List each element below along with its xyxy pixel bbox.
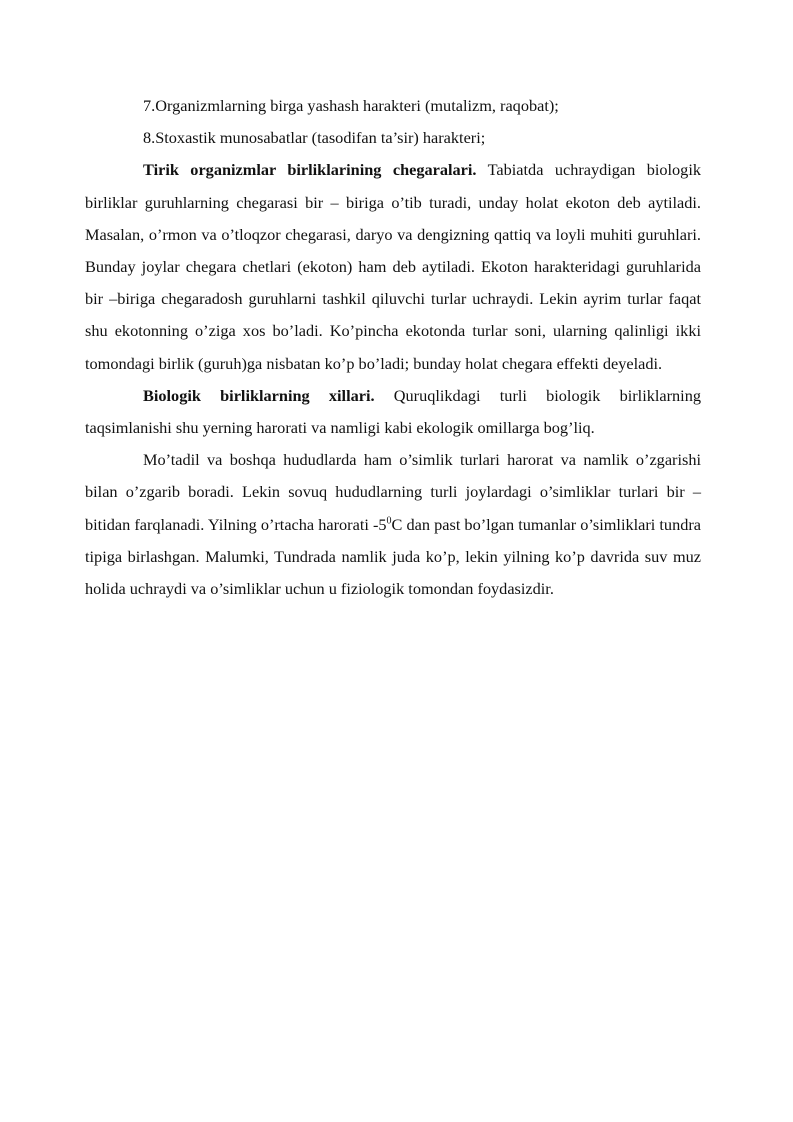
document-page: [85, 90, 701, 605]
paragraph-tundra: [85, 444, 701, 605]
list-item: 7.Organizmlarning birga yashash harakteri (mutalizm, raqobat);: [143, 96, 559, 115]
paragraph-text: C dan past bo’lgan tumanlar o’simliklari tundra tipiga birlashgan. Malumki, Tundrada namlik juda ko’p, lekin yilning ko’p davrida suv muz holida uchraydi va o’simliklar uchun u fiziologik tomondan foydasizdir.: [85, 514, 701, 599]
paragraph-text: Mo’tadil va boshqa hududlarda ham o’simlik turlari harorat va namlik o’zgarishi bilan o’zgarib boradi. Lekin sovuq hududlarning turli joylardagi o’simliklar turlari bir – bitidan farqlanadi. Yilning o’rtacha harorati -5: [85, 450, 701, 534]
paragraph-community-types: [85, 380, 701, 444]
list-item: 8.Stoxastik munosabatlar (tasodifan ta’sir) harakteri;: [143, 128, 486, 148]
section-heading: Biologik birliklarning xillari.: [143, 385, 375, 405]
paragraph-ecotone: [85, 154, 701, 379]
section-heading: Tirik organizmlar birliklarining chegaralari.: [143, 160, 477, 180]
degree-superscript: 0: [386, 515, 392, 527]
paragraph-text: Tabiatda uchraydigan biologik birliklar guruhlarning chegarasi bir – biriga o’tib turadi, unday holat ekoton deb aytiladi. Masalan, o’rmon va o’tloqzor chegarasi, daryo va dengizning qattiq va loyli muhiti guruhlari. Bunday joylar chegara chetlari (ekoton) ham deb aytiladi. Ekoton harakteridagi guruhlarida bir –biriga chegaradosh guruhlarni tashkil qiluvchi turlar uchraydi. Lekin ayrim turlar faqat shu ekotonning o’ziga xos bo’ladi. Ko’pincha ekotonda turlar soni, ularning qalinligi ikki tomondagi birlik (guruh)ga nisbatan ko’p bo’ladi; bunday holat chegara effekti deyeladi.: [85, 160, 701, 373]
paragraph-text: Quruqlikdagi turli biologik birliklarning taqsimlanishi shu yerning harorati va namligi kabi ekologik omillarga bog’liq.: [85, 385, 701, 438]
